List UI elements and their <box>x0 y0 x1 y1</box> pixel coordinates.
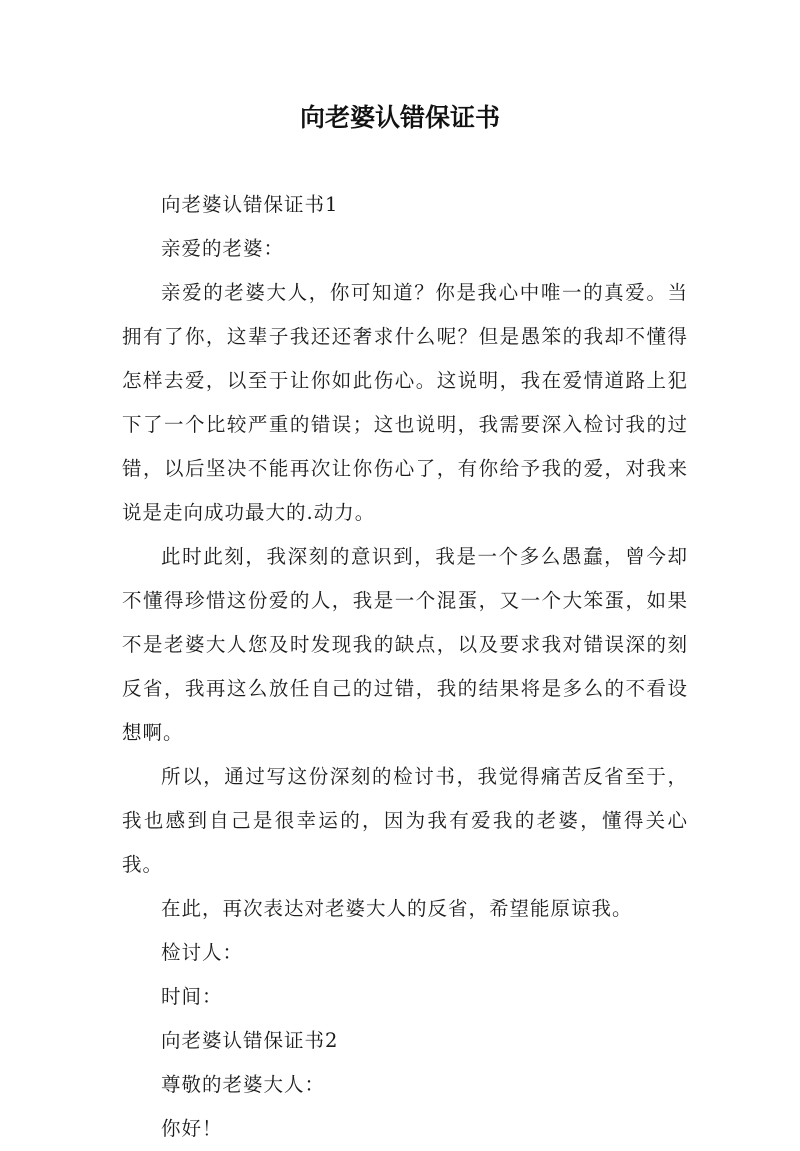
section-heading-1: 向老婆认错保证书1 <box>161 193 339 216</box>
body-paragraph: 在此，再次表达对老婆大人的反省，希望能原谅我。 <box>161 897 633 920</box>
body-paragraph: 亲爱的老婆大人，你可知道？你是我心中唯一的真爱。当拥有了你，这辈子我还还奢求什么呢？但是愚笨的我却不懂得怎样去爱，以至于让你如此伤心。这说明，我在爱情道路上犯下了一个比较严重的错误；这也说明，我需要深入检讨我的过错，以后坚决不能再次让你伤心了，有你给予我的爱，对我来说是走向成功最大的.动力。 <box>122 281 688 524</box>
section-heading-2: 向老婆认错保证书2 <box>161 1029 339 1052</box>
salutation-1: 亲爱的老婆： <box>161 237 285 260</box>
document-title: 向老婆认错保证书 <box>299 103 500 132</box>
signature-label: 检讨人： <box>161 941 244 964</box>
body-paragraph: 此时此刻，我深刻的意识到，我是一个多么愚蠢，曾今却不懂得珍惜这份爱的人，我是一个混蛋，又一个大笨蛋，如果不是老婆大人您及时发现我的缺点，以及要求我对错误深的刻反省，我再这么放任自己的过错，我的结果将是多么的不看设想啊。 <box>122 545 688 744</box>
greeting: 你好！ <box>161 1117 223 1140</box>
salutation-2: 尊敬的老婆大人： <box>161 1073 326 1096</box>
document-body <box>122 183 688 1151</box>
date-label: 时间： <box>161 985 223 1008</box>
body-paragraph: 所以，通过写这份深刻的检讨书，我觉得痛苦反省至于，我也感到自己是很幸运的，因为我有爱我的老婆，懂得关心我。 <box>122 765 688 876</box>
